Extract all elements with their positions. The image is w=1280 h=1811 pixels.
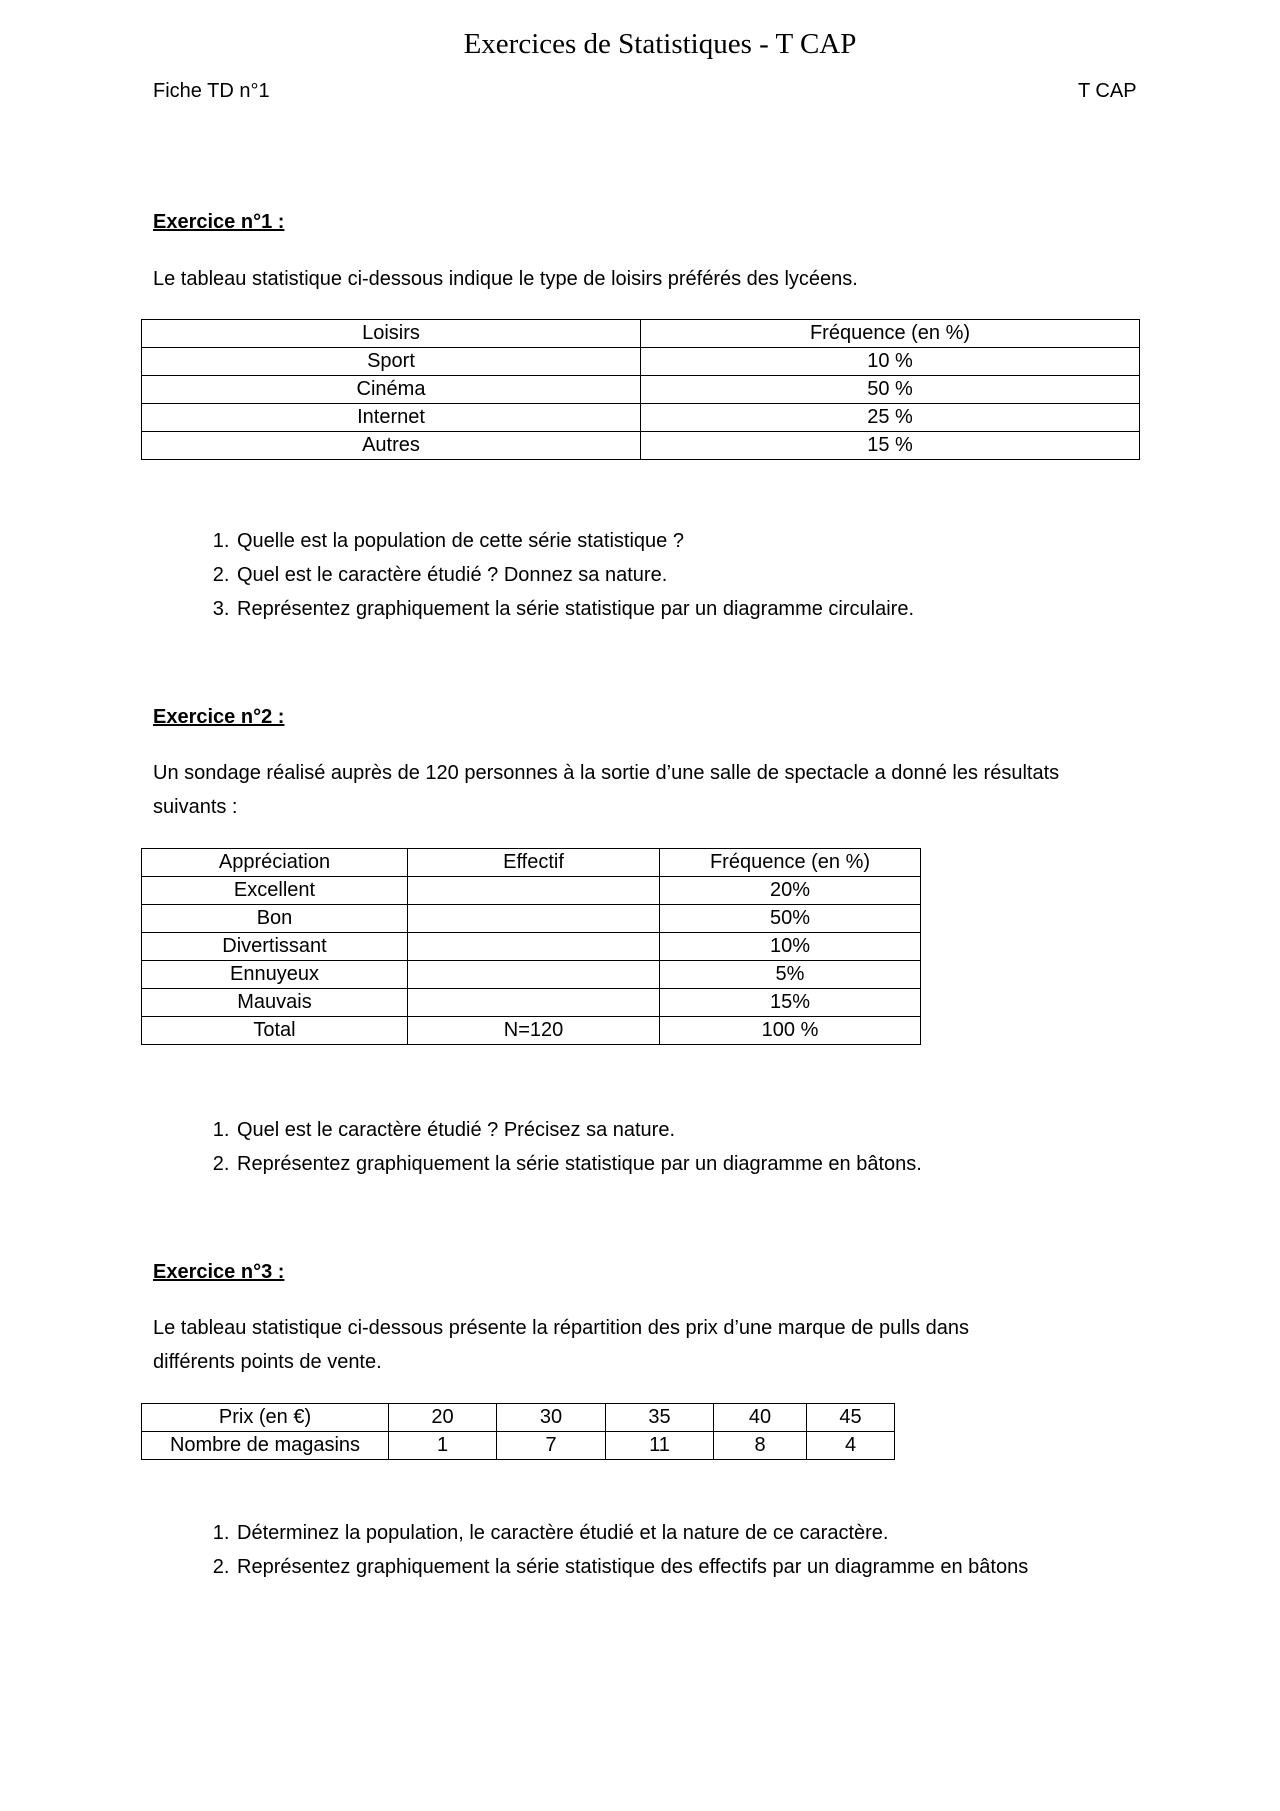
table-cell: 45 bbox=[807, 1404, 895, 1432]
question-item: 3. Représentez graphiquement la série statistique par un diagramme circulaire. bbox=[235, 592, 914, 626]
table-cell: Autres bbox=[142, 432, 641, 460]
exercise-2-intro bbox=[153, 756, 1143, 824]
table-cell: 4 bbox=[807, 1432, 895, 1460]
question-item: 2. Représentez graphiquement la série statistique des effectifs par un diagramme en bâtons bbox=[235, 1550, 1028, 1584]
table-cell: 50% bbox=[660, 905, 921, 933]
table-cell: 35 bbox=[606, 1404, 714, 1432]
table-cell bbox=[408, 877, 660, 905]
table-row bbox=[142, 376, 1140, 404]
intro-line: Un sondage réalisé auprès de 120 personnes à la sortie d’une salle de spectacle a donné les résultats bbox=[153, 762, 1060, 784]
exercise-3-intro bbox=[153, 1311, 1143, 1379]
table-header-row bbox=[142, 320, 1140, 348]
intro-line: Le tableau statistique ci-dessous présente la répartition des prix d’une marque de pulls dans bbox=[153, 1317, 970, 1339]
table-cell: 5% bbox=[660, 961, 921, 989]
table-cell: 1 bbox=[389, 1432, 497, 1460]
table-row bbox=[142, 877, 921, 905]
table-cell: Sport bbox=[142, 348, 641, 376]
table-row bbox=[142, 1432, 895, 1460]
table-row bbox=[142, 1404, 895, 1432]
table-header-cell: Fréquence (en %) bbox=[641, 320, 1140, 348]
exercise-2-questions bbox=[195, 1113, 922, 1181]
table-header-cell: Nombre de magasins bbox=[142, 1432, 389, 1460]
table-row bbox=[142, 961, 921, 989]
table-cell: 15 % bbox=[641, 432, 1140, 460]
table-row bbox=[142, 348, 1140, 376]
table-header-cell: Fréquence (en %) bbox=[660, 849, 921, 877]
table-header-row bbox=[142, 849, 921, 877]
table-cell: 15% bbox=[660, 989, 921, 1017]
exercise-3-questions bbox=[195, 1516, 1028, 1584]
table-cell bbox=[408, 989, 660, 1017]
table-cell: 20% bbox=[660, 877, 921, 905]
table-row bbox=[142, 432, 1140, 460]
table-row bbox=[142, 933, 921, 961]
table-cell: 50 % bbox=[641, 376, 1140, 404]
exercise-1-title: Exercice n°1 : bbox=[153, 211, 285, 233]
question-item: 1. Quel est le caractère étudié ? Précisez sa nature. bbox=[235, 1113, 922, 1147]
table-header-cell: Appréciation bbox=[142, 849, 408, 877]
table-cell bbox=[408, 905, 660, 933]
table-row bbox=[142, 989, 921, 1017]
table-cell: 7 bbox=[497, 1432, 606, 1460]
table-cell: N=120 bbox=[408, 1017, 660, 1045]
exercise-2-title: Exercice n°2 : bbox=[153, 706, 285, 728]
exercise-3-table bbox=[141, 1403, 895, 1460]
question-item: 2. Représentez graphiquement la série statistique par un diagramme en bâtons. bbox=[235, 1147, 922, 1181]
table-cell: Total bbox=[142, 1017, 408, 1045]
table-cell: 10% bbox=[660, 933, 921, 961]
table-cell: 25 % bbox=[641, 404, 1140, 432]
intro-line: suivants : bbox=[153, 796, 238, 818]
table-row bbox=[142, 404, 1140, 432]
table-cell: Ennuyeux bbox=[142, 961, 408, 989]
sheet-label: Fiche TD n°1 bbox=[153, 80, 270, 102]
table-cell: 10 % bbox=[641, 348, 1140, 376]
page-title: Exercices de Statistiques - T CAP bbox=[463, 28, 857, 60]
table-cell: Cinéma bbox=[142, 376, 641, 404]
intro-line: différents points de vente. bbox=[153, 1351, 382, 1373]
table-cell: Mauvais bbox=[142, 989, 408, 1017]
table-row bbox=[142, 905, 921, 933]
table-cell: 20 bbox=[389, 1404, 497, 1432]
table-header-cell: Loisirs bbox=[142, 320, 641, 348]
question-item: 1. Quelle est la population de cette série statistique ? bbox=[235, 524, 914, 558]
question-item: 1. Déterminez la population, le caractère étudié et la nature de ce caractère. bbox=[235, 1516, 1028, 1550]
question-item: 2. Quel est le caractère étudié ? Donnez sa nature. bbox=[235, 558, 914, 592]
table-cell: 8 bbox=[714, 1432, 807, 1460]
table-cell: Divertissant bbox=[142, 933, 408, 961]
table-header-cell: Prix (en €) bbox=[142, 1404, 389, 1432]
table-cell bbox=[408, 933, 660, 961]
table-header-cell: Effectif bbox=[408, 849, 660, 877]
table-cell bbox=[408, 961, 660, 989]
table-cell: 11 bbox=[606, 1432, 714, 1460]
table-cell: Excellent bbox=[142, 877, 408, 905]
exercise-3-title: Exercice n°3 : bbox=[153, 1261, 285, 1283]
exercise-1-intro: Le tableau statistique ci-dessous indique le type de loisirs préférés des lycéens. bbox=[153, 268, 858, 290]
exercise-1-table bbox=[141, 319, 1140, 460]
table-cell: Internet bbox=[142, 404, 641, 432]
exercise-1-questions bbox=[195, 524, 914, 626]
table-cell: 100 % bbox=[660, 1017, 921, 1045]
table-cell: 30 bbox=[497, 1404, 606, 1432]
table-cell: Bon bbox=[142, 905, 408, 933]
table-cell: 40 bbox=[714, 1404, 807, 1432]
exercise-2-table bbox=[141, 848, 921, 1045]
table-row bbox=[142, 1017, 921, 1045]
class-label: T CAP bbox=[1078, 80, 1137, 102]
